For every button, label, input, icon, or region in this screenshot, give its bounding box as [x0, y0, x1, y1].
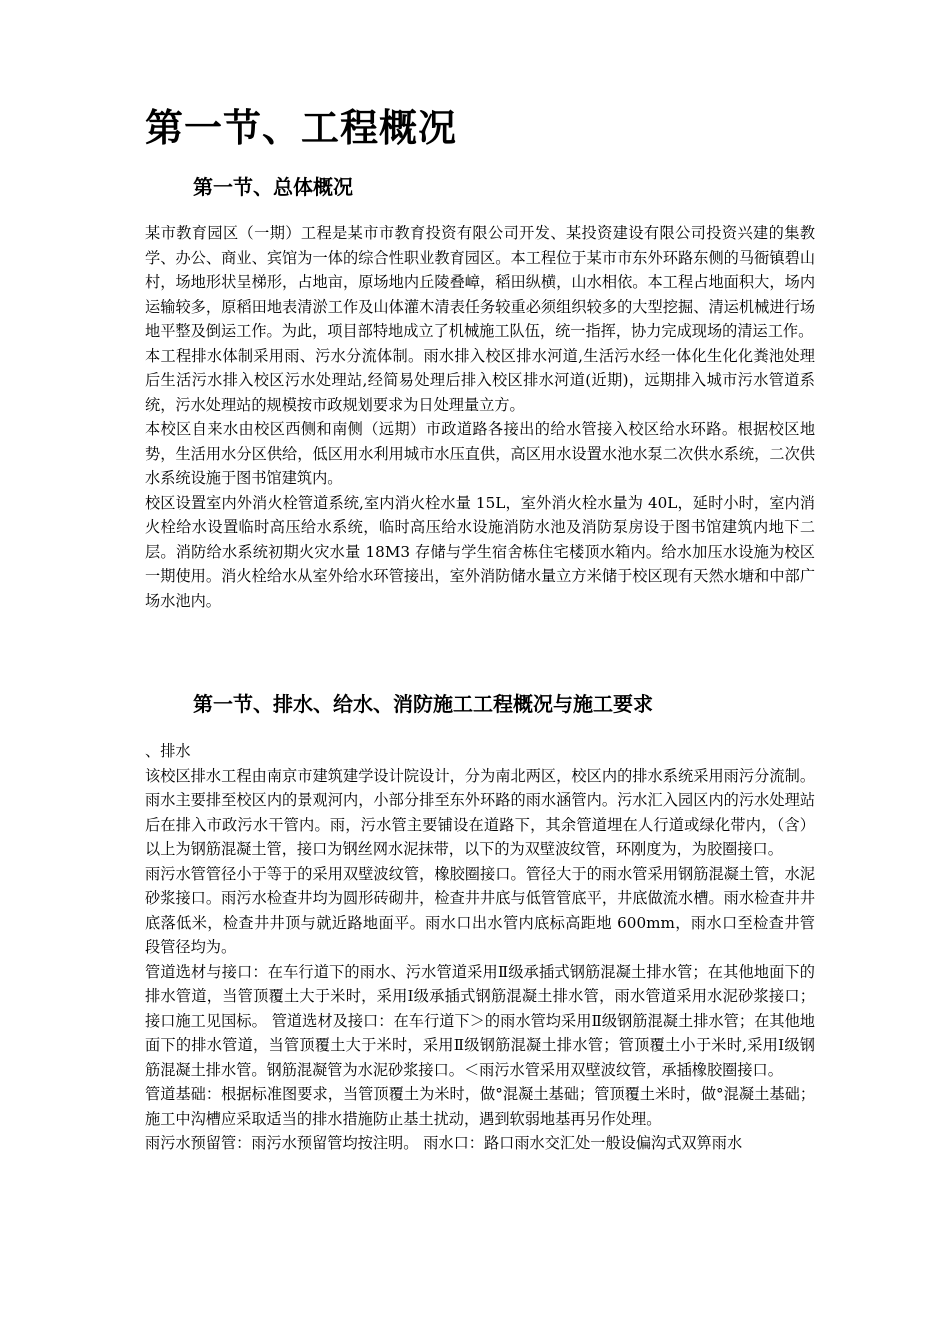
section-heading-overview: 第一节、总体概况	[193, 175, 353, 199]
section-body-drainage	[145, 739, 815, 1156]
paragraph: 某市教育园区（一期）工程是某市市教育投资有限公司开发、某投资建设有限公司投资兴建的集教学、办公、商业、宾馆为一体的综合性职业教育园区。本工程位于某市市东外环路东侧的马衙镇碧山村，场地形状呈梯形，占地亩，原场地内丘陵叠嶂，稻田纵横，山水相依。本工程占地面积大，场内运输较多，原稻田地表清淤工作及山体灌木清表任务较重必须组织较多的大型挖掘、清运机械进行场地平整及倒运工作。为此，项目部特地成立了机械施工队伍，统一指挥，协力完成现场的清运工作。	[145, 224, 815, 340]
paragraph: 本工程排水体制采用雨、污水分流体制。雨水排入校区排水河道,生活污水经一体化生化化粪池处理后生活污水排入校区污水处理站,经简易处理后排入校区排水河道(近期)，远期排入城市污水管道系统，污水处理站的规模按市政规划要求为日处理量立方。	[145, 346, 815, 414]
subheading-drainage: 、排水	[145, 742, 191, 760]
paragraph: 管道选材与接口：在车行道下的雨水、污水管道采用Ⅱ级承插式钢筋混凝土排水管；在其他地面下的排水管道，当管顶覆土大于米时，采用Ⅰ级承插式钢筋混凝土排水管，雨水管道采用水泥砂浆接口；接口施工见国标。 管道选材及接口：在车行道下＞的雨水管均采用Ⅱ级钢筋混凝土排水管；在其他地面下的排水管道，当管顶覆土大于米时，采用Ⅱ级钢筋混凝土排水管；管顶覆土小于米时,采用Ⅰ级钢筋混凝土排水管。钢筋混凝管为水泥砂浆接口。＜雨污水管采用双壁波纹管，承插橡胶圈接口。	[145, 962, 815, 1079]
section-heading-drainage: 第一节、排水、给水、消防施工工程概况与施工要求	[193, 692, 653, 716]
paragraph: 管道基础：根据标准图要求，当管顶覆土为米时，做°混凝土基础；管顶覆土米时，做°混凝土基础；施工中沟槽应采取适当的排水措施防止基土扰动，遇到软弱地基再另作处理。	[145, 1085, 815, 1128]
paragraph: 该校区排水工程由南京市建筑建学设计院设计，分为南北两区，校区内的排水系统采用雨污分流制。雨水主要排至校区内的景观河内，小部分排至东外环路的雨水涵管内。污水汇入园区内的污水处理站后在排入市政污水干管内。雨，污水管主要铺设在道路下，其余管道埋在人行道或绿化带内，（含）以上为钢筋混凝土管，接口为钢丝网水泥抹带，以下的为双壁波纹管，环刚度为，为胶圈接口。	[145, 766, 815, 858]
paragraph: 本校区自来水由校区西侧和南侧（远期）市政道路各接出的给水管接入校区给水环路。根据校区地势，生活用水分区供给，低区用水利用城市水压直供，高区用水设置水池水泵二次供水系统，二次供水系统设施于图书馆建筑内。	[145, 420, 815, 487]
paragraph: 雨污水管管径小于等于的采用双壁波纹管，橡胶圈接口。管径大于的雨水管采用钢筋混凝土管，水泥砂浆接口。雨污水检查井均为圆形砖砌井，检查井井底与低管管底平，井底做流水槽。雨水检查井井底落低米，检查井井顶与就近路地面平。雨水口出水管内底标高距地 600mm，雨水口至检查井管段管径均为。	[145, 864, 815, 956]
paragraph: 校区设置室内外消火栓管道系统,室内消火栓水量 15L，室外消火栓水量为 40L，延时小时，室内消火栓给水设置临时高压给水系统，临时高压给水设施消防水池及消防泵房设于图书馆建筑内地下二层。消防给水系统初期火灾水量 18M3 存储与学生宿舍栋住宅楼顶水箱内。给水加压水设施为校区一期使用。消火栓给水从室外给水环管接出，室外消防储水量立方米储于校区现有天然水塘和中部广场水池内。	[145, 493, 815, 610]
page-title: 第一节、工程概况	[145, 105, 458, 150]
paragraph: 雨污水预留管：雨污水预留管均按注明。 雨水口：路口雨水交汇处一般设偏沟式双箅雨水	[145, 1134, 743, 1152]
section-body-overview	[145, 221, 815, 613]
